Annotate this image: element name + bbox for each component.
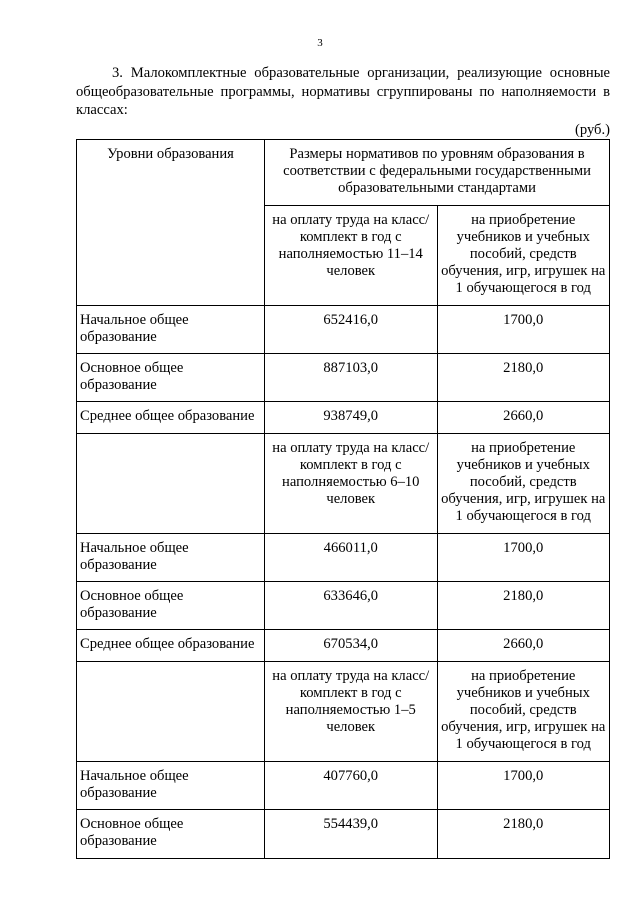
books-norm-value: 2660,0 [437, 402, 610, 433]
labor-norm-header: на оплату труда на класс/комплект в год с наполняемостью 6–10 человек [265, 433, 438, 533]
books-norm-value: 1700,0 [437, 761, 610, 809]
norms-table [76, 139, 610, 859]
intro-text: 3. Малокомплектные образовательные организации, реализующие основные общеобразовательные программы, нормативы сгруппированы по наполняемости в классах: [76, 65, 610, 118]
labor-norm-header: на оплату труда на класс/комплект в год с наполняемостью 1–5 человек [265, 661, 438, 761]
education-level: Начальное общее образование [77, 533, 265, 581]
header-levels: Уровни образования [77, 140, 265, 306]
labor-norm-header: на оплату труда на класс/комплект в год с наполняемостью 11–14 человек [265, 205, 438, 305]
table-row [77, 582, 610, 630]
books-norm-header: на приобретение учебников и учебных пособий, средств обучения, игр, игрушек на 1 обучающегося в год [437, 661, 610, 761]
group-header-empty-cell [77, 433, 265, 533]
group-header-row [77, 661, 610, 761]
table-row [77, 810, 610, 858]
education-level: Начальное общее образование [77, 761, 265, 809]
education-level: Основное общее образование [77, 354, 265, 402]
group-header-empty-cell [77, 661, 265, 761]
labor-norm-value: 633646,0 [265, 582, 438, 630]
table-row [77, 630, 610, 661]
table-row [77, 305, 610, 353]
labor-norm-value: 466011,0 [265, 533, 438, 581]
labor-norm-value: 670534,0 [265, 630, 438, 661]
books-norm-header: на приобретение учебников и учебных пособий, средств обучения, игр, игрушек на 1 обучающегося в год [437, 205, 610, 305]
education-level: Начальное общее образование [77, 305, 265, 353]
table-header-row [77, 140, 610, 206]
labor-norm-value: 887103,0 [265, 354, 438, 402]
books-norm-value: 2180,0 [437, 582, 610, 630]
currency-unit: (руб.) [574, 122, 610, 138]
table-row [77, 354, 610, 402]
page-number: 3 [317, 37, 323, 49]
labor-norm-value: 554439,0 [265, 810, 438, 858]
education-level: Основное общее образование [77, 810, 265, 858]
table-row [77, 402, 610, 433]
books-norm-value: 1700,0 [437, 533, 610, 581]
header-sizes: Размеры нормативов по уровням образования в соответствии с федеральными государственными образовательными стандартами [265, 140, 610, 206]
labor-norm-value: 938749,0 [265, 402, 438, 433]
intro-paragraph [76, 64, 610, 120]
table-row [77, 533, 610, 581]
education-level: Основное общее образование [77, 582, 265, 630]
books-norm-header: на приобретение учебников и учебных пособий, средств обучения, игр, игрушек на 1 обучающегося в год [437, 433, 610, 533]
labor-norm-value: 407760,0 [265, 761, 438, 809]
books-norm-value: 2660,0 [437, 630, 610, 661]
group-header-row [77, 433, 610, 533]
labor-norm-value: 652416,0 [265, 305, 438, 353]
education-level: Среднее общее образование [77, 630, 265, 661]
books-norm-value: 2180,0 [437, 354, 610, 402]
books-norm-value: 2180,0 [437, 810, 610, 858]
table-row [77, 761, 610, 809]
books-norm-value: 1700,0 [437, 305, 610, 353]
education-level: Среднее общее образование [77, 402, 265, 433]
